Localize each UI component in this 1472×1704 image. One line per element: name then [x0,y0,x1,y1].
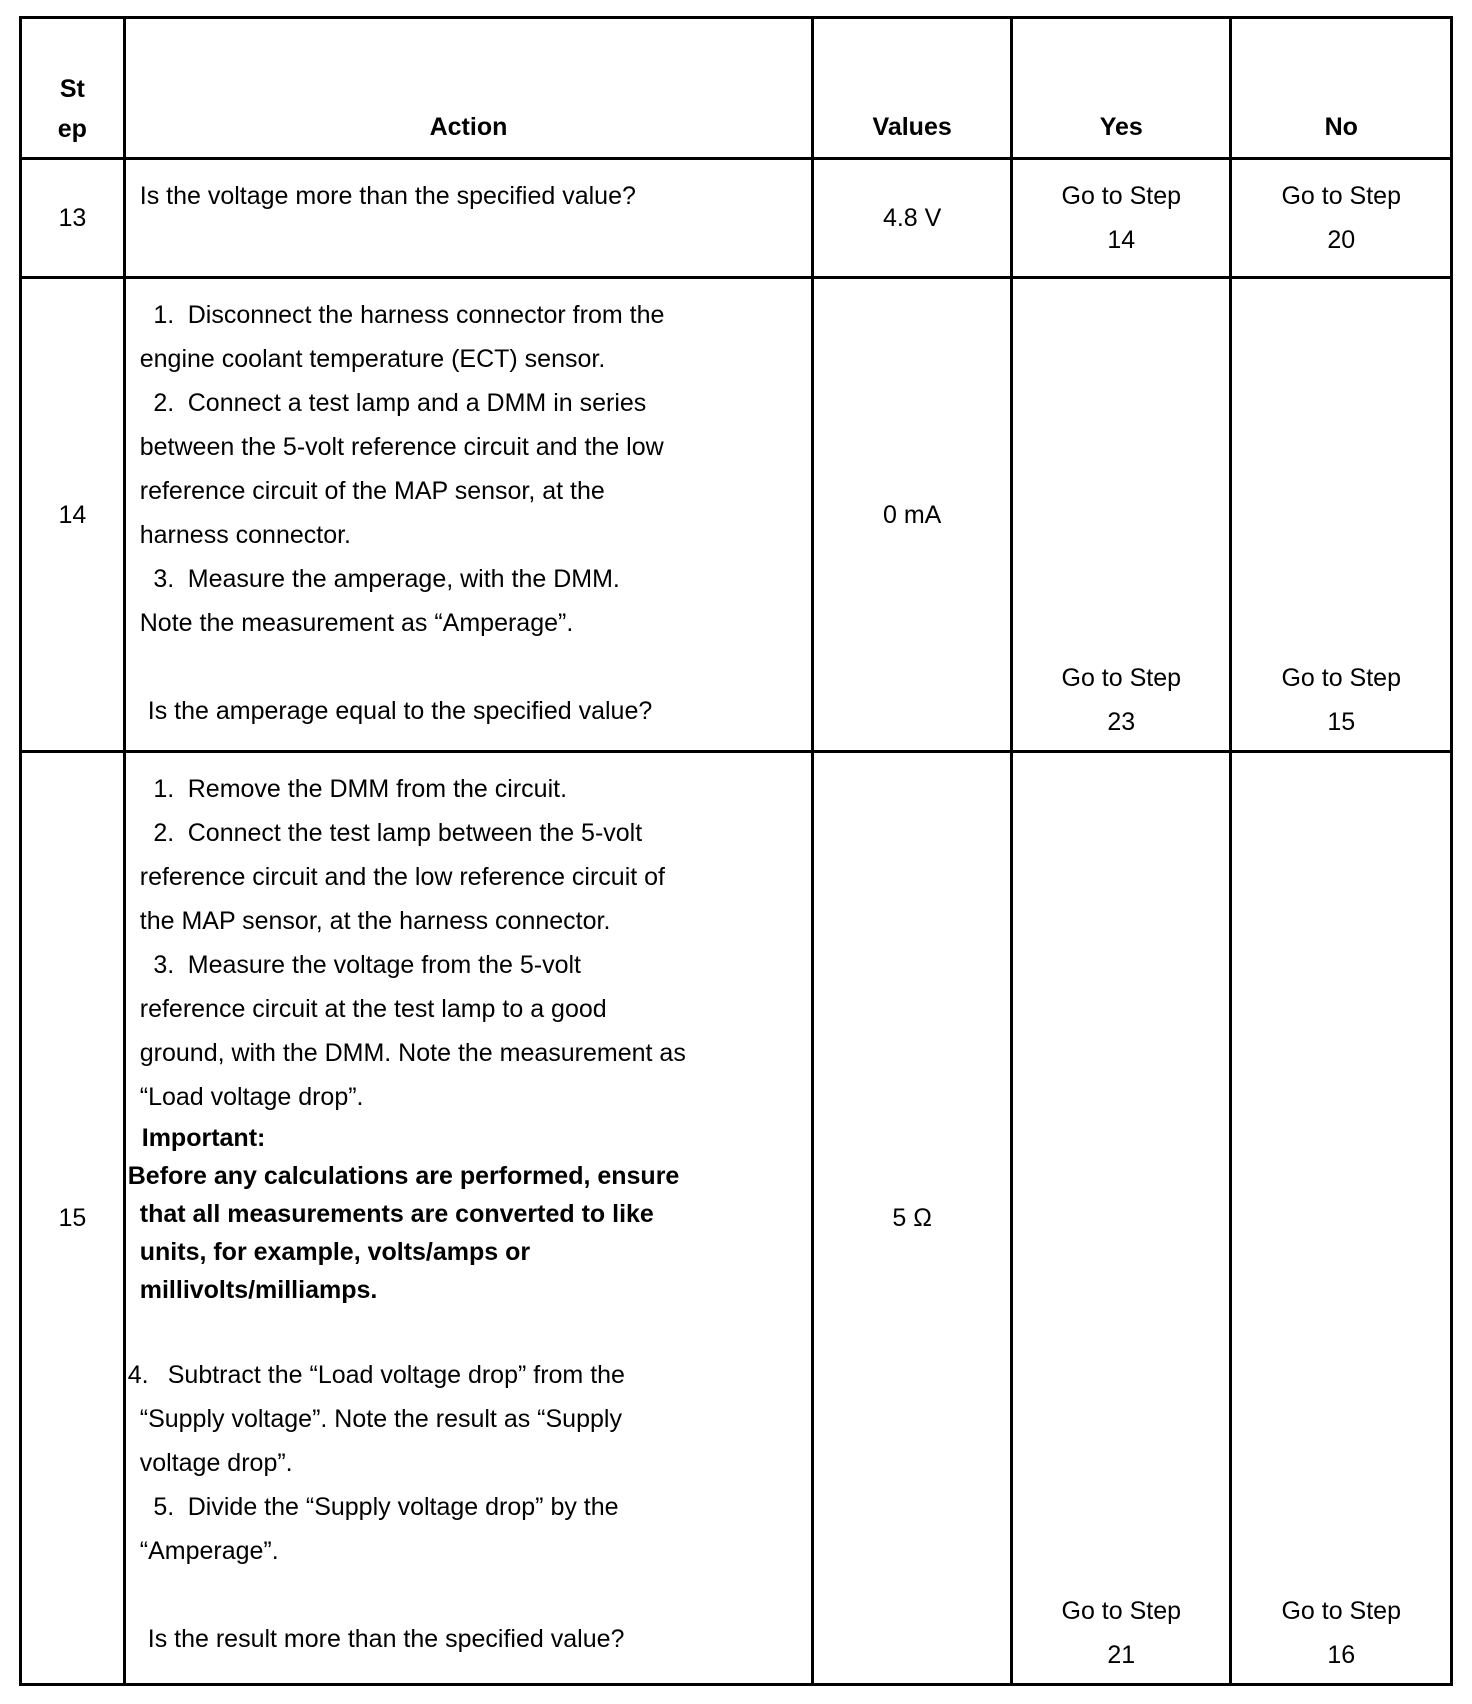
action-line: Note the measurement as “Amperage”. [139,609,574,637]
action-line: voltage drop”. [139,1449,293,1477]
action-item: 3. Measure the amperage, with the DMM. [153,565,620,593]
step-number: 15 [21,752,125,1685]
action-line: engine coolant temperature (ECT) sensor. [139,345,606,373]
no-step: 15 [1327,708,1356,736]
action-line: “Supply voltage”. Note the result as “Supply [139,1405,622,1433]
diagnostic-table [19,16,1453,1686]
action-question: Is the amperage equal to the specified value? [147,697,653,725]
action-line: “Amperage”. [139,1537,279,1565]
no-cell [1231,159,1452,278]
action-cell [124,159,812,278]
no-cell [1231,752,1452,1685]
action-line: between the 5-volt reference circuit and the low [139,433,664,461]
no-cell [1231,278,1452,752]
action-line: reference circuit at the test lamp to a good [139,995,607,1023]
action-line: ground, with the DMM. Note the measurement as [139,1039,686,1067]
yes-label: Go to Step [1061,1597,1182,1625]
yes-label: Go to Step [1061,182,1182,210]
yes-step: 23 [1107,708,1136,736]
action-item: 4. Subtract the “Load voltage drop” from the [127,1361,625,1389]
action-item: 1. Disconnect the harness connector from the [153,301,665,329]
action-item: 2. Connect the test lamp between the 5-volt [153,819,643,847]
no-step: 16 [1327,1641,1356,1669]
yes-step: 21 [1107,1641,1136,1669]
header-yes: Yes [1012,18,1231,159]
action-question: Is the result more than the specified value? [147,1625,625,1653]
header-no: No [1231,18,1452,159]
important-title: Important: [141,1124,266,1152]
important-line: that all measurements are converted to like [139,1200,654,1228]
action-line: “Load voltage drop”. [139,1083,364,1111]
action-text: Is the voltage more than the specified value? [139,182,636,210]
action-cell [124,278,812,752]
table-row [21,278,1452,752]
yes-cell [1012,159,1231,278]
important-line: units, for example, volts/amps or [139,1238,531,1266]
no-label: Go to Step [1281,182,1401,210]
header-values: Values [813,18,1012,159]
action-line: the MAP sensor, at the harness connector. [139,907,611,935]
action-line: harness connector. [139,521,351,549]
header-row [21,18,1452,159]
no-label: Go to Step [1281,1597,1401,1625]
yes-cell [1012,278,1231,752]
value-cell: 4.8 V [813,159,1012,278]
step-number: 14 [21,278,125,752]
yes-label: Go to Step [1061,664,1182,692]
yes-step: 14 [1107,226,1136,254]
table-row [21,752,1452,1685]
value-cell: 5 Ω [813,752,1012,1685]
action-line: reference circuit and the low reference circuit of [139,863,665,891]
action-line: reference circuit of the MAP sensor, at the [139,477,605,505]
no-label: Go to Step [1281,664,1401,692]
value-cell: 0 mA [813,278,1012,752]
action-item: 1. Remove the DMM from the circuit. [153,775,568,803]
important-line: millivolts/milliamps. [139,1276,378,1304]
action-item: 2. Connect a test lamp and a DMM in series [153,389,647,417]
no-step: 20 [1327,226,1356,254]
header-action: Action [124,18,812,159]
header-step: St ep [21,18,125,159]
action-item: 5. Divide the “Supply voltage drop” by the [153,1493,619,1521]
action-item: 3. Measure the voltage from the 5-volt [153,951,581,979]
important-line: Before any calculations are performed, ensure [127,1162,680,1190]
step-number: 13 [21,159,125,278]
table-row [21,159,1452,278]
yes-cell [1012,752,1231,1685]
action-cell [124,752,812,1685]
